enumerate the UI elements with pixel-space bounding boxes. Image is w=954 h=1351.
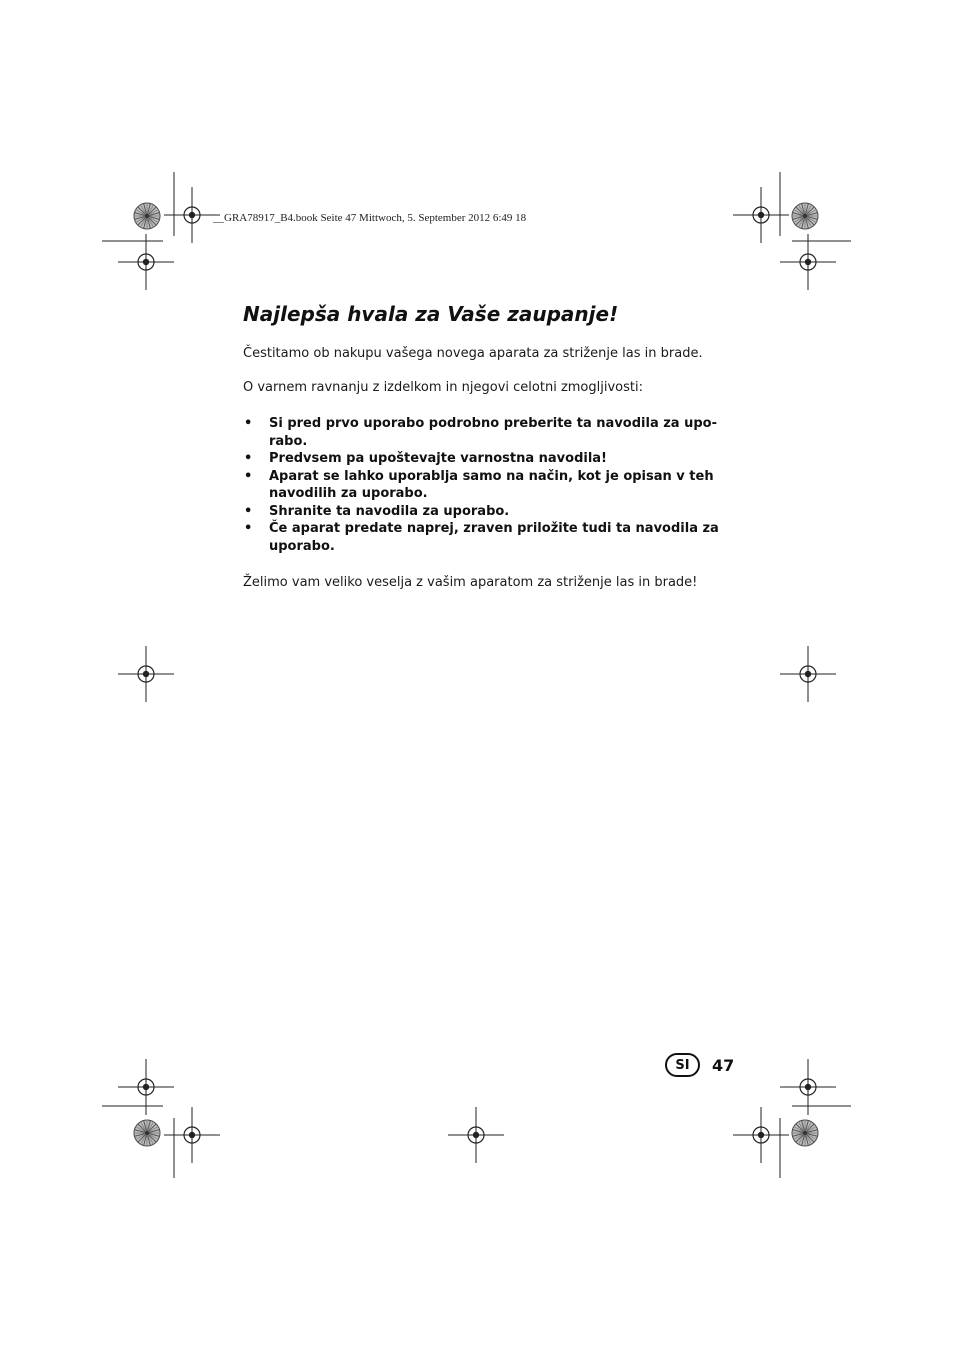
- page-number: 47: [712, 1055, 735, 1075]
- list-item-line: Aparat se lahko uporablja samo na način, kot je opisan v teh: [269, 468, 714, 484]
- bullet-icon: •: [244, 468, 253, 484]
- list-item-line: rabo.: [269, 433, 308, 449]
- intro-paragraph: Čestitamo ob nakupu vašega novega aparata za striženje las in brade.: [243, 346, 703, 361]
- bullet-icon: •: [244, 521, 253, 536]
- color-wheel-center: [803, 214, 807, 218]
- list-item-line: Shranite ta navodila za uporabo.: [269, 503, 510, 519]
- bullet-icon: •: [244, 503, 253, 519]
- color-wheel-center: [145, 1131, 149, 1135]
- color-wheel-center: [145, 214, 149, 218]
- list-item: [243, 503, 743, 521]
- list-item: [243, 520, 743, 555]
- closing-paragraph: Želimo vam veliko veselja z vašim aparatom za striženje las in brade!: [243, 575, 698, 590]
- list-item: [243, 468, 743, 503]
- bullet-icon: •: [244, 451, 253, 466]
- color-wheel-center: [803, 1131, 807, 1135]
- page-footer: [665, 1053, 734, 1077]
- list-item: [243, 450, 743, 468]
- page-title: Najlepša hvala za Vaše zaupanje!: [243, 302, 619, 326]
- safety-intro-paragraph: O varnem ravnanju z izdelkom in njegovi celotni zmogljivosti:: [243, 380, 643, 395]
- list-item-line: Če aparat predate naprej, zraven priložite tudi ta navodila za: [269, 521, 719, 536]
- language-badge: SI: [665, 1053, 700, 1077]
- bullet-icon: •: [244, 416, 253, 431]
- list-item: [243, 415, 743, 450]
- list-item-line: Si pred prvo uporabo podrobno preberite ta navodila za upo-: [269, 416, 717, 431]
- list-item-line: Predvsem pa upoštevajte varnostna navodila!: [269, 451, 607, 466]
- list-item-line: uporabo.: [269, 538, 335, 554]
- print-file-info: __GRA78917_B4.book Seite 47 Mittwoch, 5. September 2012 6:49 18: [213, 212, 527, 224]
- instruction-list: [243, 415, 743, 555]
- list-item-line: navodilih za uporabo.: [269, 486, 428, 501]
